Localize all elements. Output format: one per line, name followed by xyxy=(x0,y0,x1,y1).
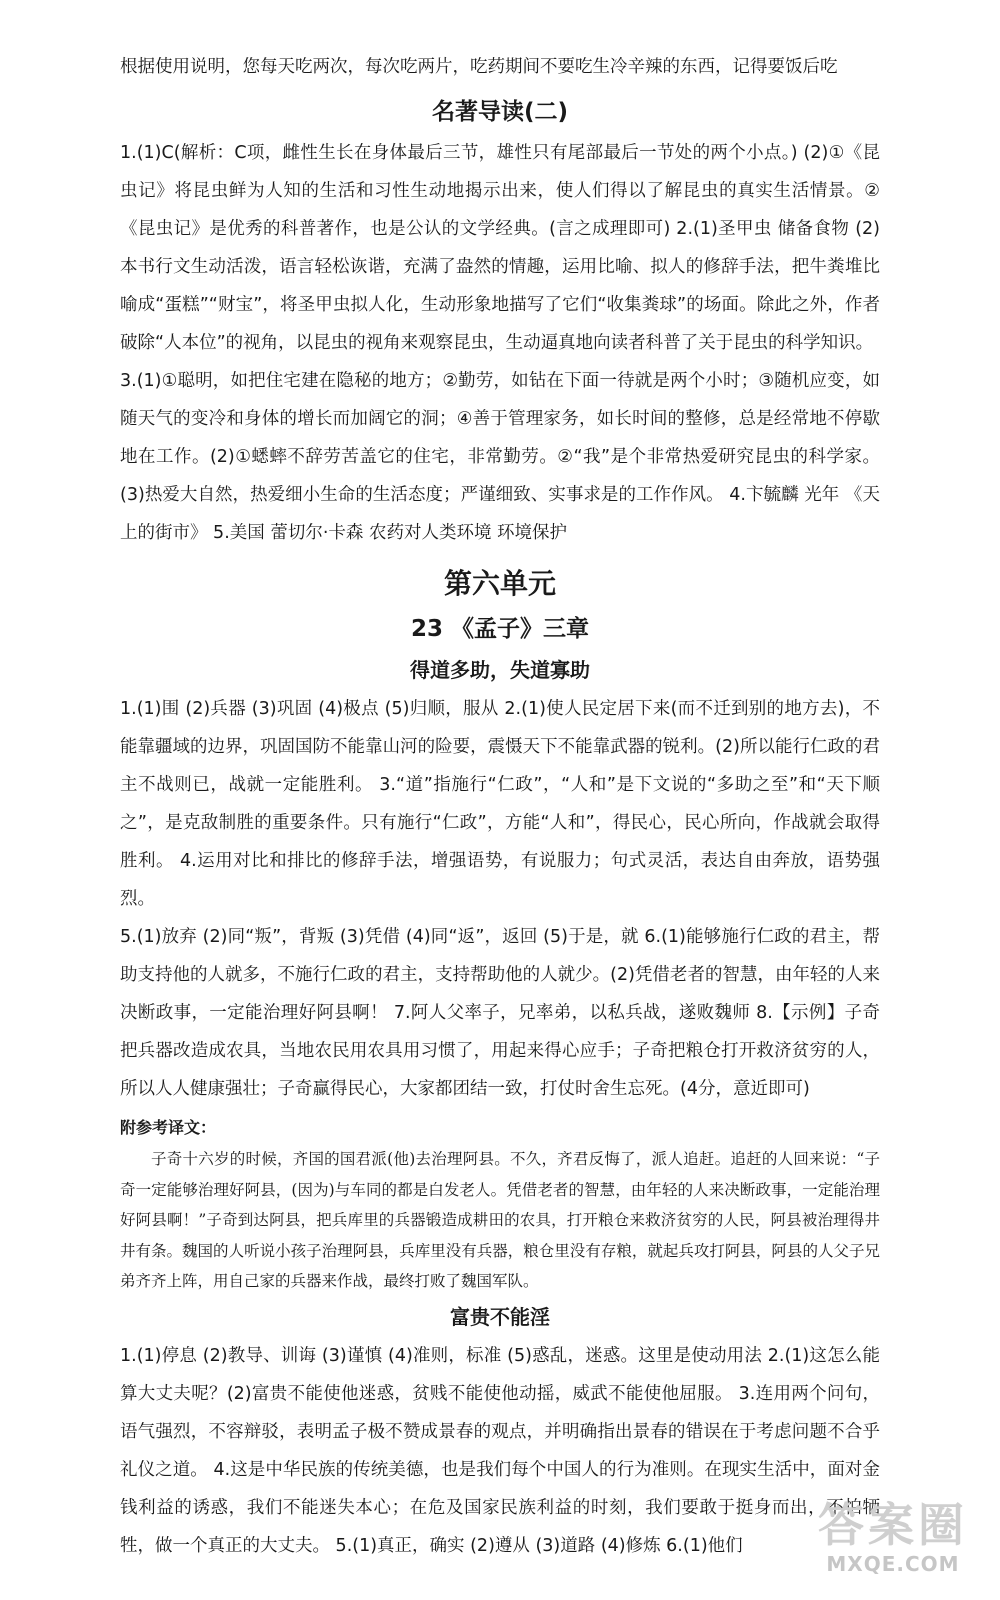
reference-translation-text: 子奇十六岁的时候，齐国的国君派(他)去治理阿县。不久，齐君反悔了，派人追赶。追赶的人回来说：“子奇一定能够治理好阿县，(因为)与车同的都是白发老人。凭借老者的智慧，由年轻的人来决断政事，一定能治理好阿县啊！”子奇到达阿县，把兵库里的兵器锻造成耕田的农具，打开粮仓来救济贫穷的人民，阿县被治理得井井有条。魏国的人听说小孩子治理阿县，兵库里没有兵器，粮仓里没有存粮，就起兵攻打阿县，阿县的人父子兄弟齐齐上阵，用自己家的兵器来作战，最终打败了魏国军队。 xyxy=(120,1150,880,1290)
subsection-title: 得道多助，失道寡助 xyxy=(410,658,590,682)
lesson-title: 23 《孟子》三章 xyxy=(410,616,589,642)
intro-text: 根据使用说明，您每天吃两次，每次吃两片，吃药期间不要吃生冷辛辣的东西，记得要饭后吃 xyxy=(120,57,838,77)
answer-paragraph: 5.(1)放弃 (2)同“叛”，背叛 (3)凭借 (4)同“返”，返回 (5)于是，就 6.(1)能够施行仁政的君主，帮助支持他的人就多，不施行仁政的君主，支持帮助他的人就少。(2)凭借老者的智慧，由年轻的人来决断政事，一定能治理好阿县啊！ 7.阿人父率子，兄率弟，以私兵战，遂败魏师 8.【示例】子奇把兵器改造成农具，当地农民用农具用习惯了，用起来得心应手；子奇把粮仓打开救济贫穷的人，所以人人健康强壮；子奇赢得民心，大家都团结一致，打仗时舍生忘死。(4分，意近即可) xyxy=(120,927,880,1099)
section-title: 名著导读(二) xyxy=(431,99,569,125)
site-watermark xyxy=(808,1498,978,1586)
answer-paragraph: 3.(1)①聪明，如把住宅建在隐秘的地方；②勤劳，如钻在下面一待就是两个小时；③随机应变，如随天气的变冷和身体的增长而加阔它的洞；④善于管理家务，如长时间的整修，总是经常地不停歇地在工作。(2)①蟋蟀不辞劳苦盖它的住宅，非常勤劳。②“我”是个非常热爱研究昆虫的科学家。(3)热爱大自然，热爱细小生命的生活态度；严谨细致、实事求是的工作作风。 4.卞毓麟 光年 《天上的街市》 5.美国 蕾切尔·卡森 农药对人类环境 环境保护 xyxy=(120,371,880,543)
subsection-title: 富贵不能淫 xyxy=(450,1304,550,1329)
section-unit-six xyxy=(120,560,880,1565)
answer-paragraph: 1.(1)停息 (2)教导、训诲 (3)谨慎 (4)准则，标准 (5)惑乱，迷惑。这里是使动用法 2.(1)这怎么能算大丈夫呢？(2)富贵不能使他迷惑，贫贱不能使他动摇，威武不能使他屈服。 3.连用两个问句，语气强烈，不容辩驳，表明孟子极不赞成景春的观点，并明确指出景春的错误在于考虑问题不合乎礼仪之道。 4.这是中华民族的传统美德，也是我们每个中国人的行为准则。在现实生活中，面对金钱利益的诱惑，我们不能迷失本心；在危及国家民族利益的时刻，我们要敢于挺身而出，不怕牺牲，做一个真正的大丈夫。 5.(1)真正，确实 (2)遵从 (3)道路 (4)修炼 6.(1)他们 xyxy=(120,1345,880,1556)
section-classics-guide xyxy=(120,92,880,552)
watermark-url: MXQE.COM xyxy=(826,1552,960,1576)
unit-title: 第六单元 xyxy=(443,567,556,600)
reference-translation-label: 附参考译文： xyxy=(120,1118,217,1137)
answer-paragraph: 1.(1)围 (2)兵器 (3)巩固 (4)极点 (5)归顺，服从 2.(1)使人民定居下来(而不迁到别的地方去)，不能靠疆域的边界，巩固国防不能靠山河的险要，震慑天下不能靠武器的锐利。(2)所以能行仁政的君主不战则已，战就一定能胜利。 3.“道”指施行“仁政”，“人和”是下文说的“多助之至”和“天下顺之”，是克敌制胜的重要条件。只有施行“仁政”，方能“人和”，得民心，民心所向，作战就会取得胜利。 4.运用对比和排比的修辞手法，增强语势，有说服力；句式灵活，表达自由奔放，语势强烈。 xyxy=(120,699,880,909)
answer-paragraph: 1.(1)C(解析：C项，雌性生长在身体最后三节，雄性只有尾部最后一节处的两个小点。) (2)①《昆虫记》将昆虫鲜为人知的生活和习性生动地揭示出来，使人们得以了解昆虫的真实生活情景。②《昆虫记》是优秀的科普著作，也是公认的文学经典。(言之成理即可) 2.(1)圣甲虫 储备食物 (2)本书行文生动活泼，语言轻松诙谐，充满了盎然的情趣，运用比喻、拟人的修辞手法，把牛粪堆比喻成“蛋糕”“财宝”，将圣甲虫拟人化，生动形象地描写了它们“收集粪球”的场面。除此之外，作者破除“人本位”的视角，以昆虫的视角来观察昆虫，生动逼真地向读者科普了关于昆虫的科学知识。 xyxy=(120,143,880,353)
watermark-logo-text: 答案圈 xyxy=(818,1498,968,1552)
